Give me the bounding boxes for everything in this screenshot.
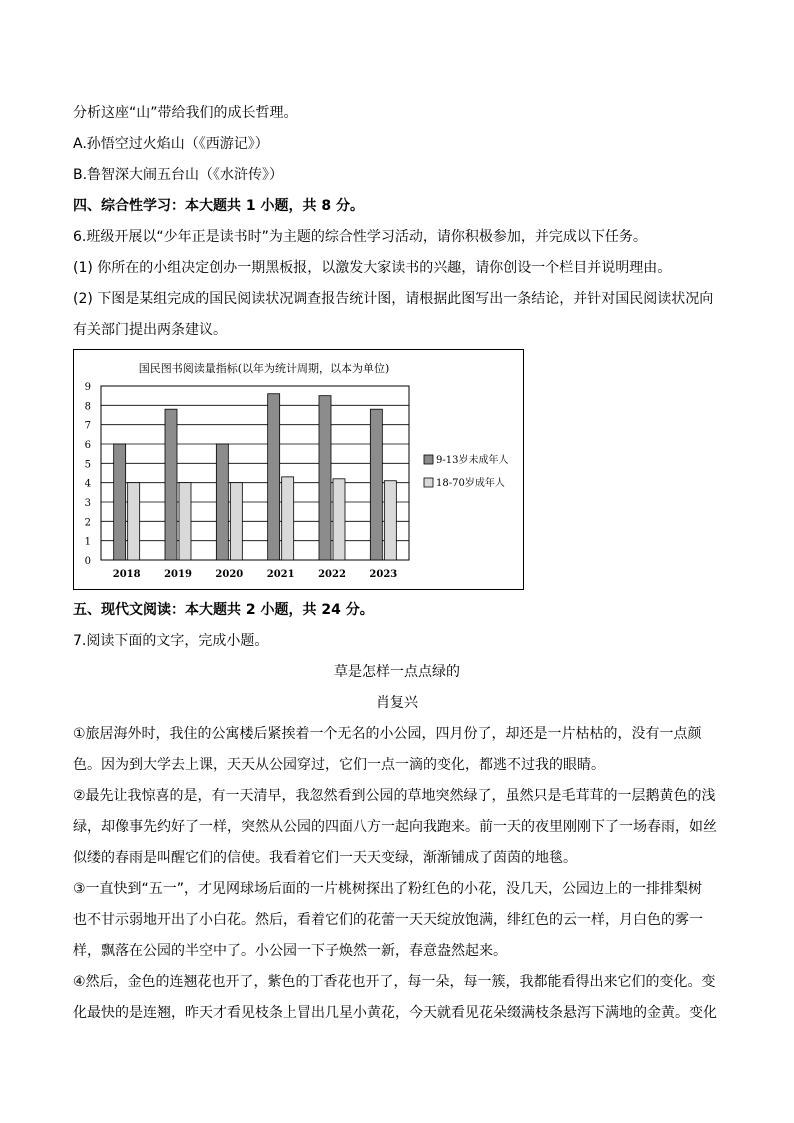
question-6-part-2: (2) 下图是某组完成的国民阅读状况调查报告统计图，请根据此图写出一条结论，并针对国民阅读状况向 bbox=[73, 291, 714, 307]
paragraph-1-line-2: 色。因为到大学去上课，天天从公园穿过，它们一点一滴的变化，都逃不过我的眼睛。 bbox=[73, 757, 605, 773]
paragraph-1-line-1: ①旅居海外时，我住的公寓楼后紧挨着一个无名的小公园，四月份了，却还是一片枯枯的，没有一点颜 bbox=[73, 726, 702, 742]
bar-minors bbox=[268, 394, 280, 560]
paragraph-2-line-1: ②最先让我惊喜的是，有一天清早，我忽然看到公园的草地突然绿了，虽然只是毛茸茸的一层鹅黄色的浅 bbox=[73, 788, 716, 804]
x-tick-label: 2021 bbox=[266, 569, 295, 580]
article-title: 草是怎样一点点绿的 bbox=[334, 664, 460, 680]
chart-svg bbox=[74, 350, 523, 589]
paragraph-3-line-3: 样，飘落在公园的半空中了。小公园一下子焕然一新，春意盎然起来。 bbox=[73, 943, 507, 959]
plot-frame bbox=[101, 386, 409, 560]
legend-swatch bbox=[424, 478, 433, 487]
section-heading-4: 四、综合性学习：本大题共 1 小题，共 8 分。 bbox=[73, 198, 364, 214]
question-6-part-1: (1) 你所在的小组决定创办一期黑板报，以激发大家读书的兴趣，请你创设一个栏目并说明理由。 bbox=[73, 260, 672, 276]
bar-minors bbox=[319, 396, 331, 560]
bar-minors bbox=[114, 444, 126, 560]
question-6: 6.班级开展以“少年正是读书时”为主题的综合性学习活动，请你积极参加，并完成以下任务。 bbox=[73, 229, 647, 245]
paragraph-3-line-1: ③一直快到“五一”，才见网球场后面的一片桃树探出了粉红色的小花，没几天，公园边上的一排排梨树 bbox=[73, 881, 703, 897]
y-tick-label: 1 bbox=[84, 536, 91, 548]
option-b: B.鲁智深大闹五台山（《水浒传》） bbox=[73, 167, 284, 183]
x-tick-label: 2020 bbox=[215, 569, 244, 580]
legend-swatch bbox=[424, 455, 433, 464]
bar-adults bbox=[384, 481, 396, 560]
y-tick-label: 4 bbox=[84, 478, 91, 490]
y-tick-label: 2 bbox=[84, 517, 91, 529]
bar-adults bbox=[230, 483, 242, 560]
text-line: 分析这座“山”带给我们的成长哲理。 bbox=[73, 105, 298, 121]
y-tick-label: 0 bbox=[84, 556, 91, 567]
x-tick-label: 2022 bbox=[318, 569, 346, 580]
paragraph-2-line-3: 似缕的春雨是叫醒它们的信使。我看着它们一天天变绿，渐渐铺成了茵茵的地毯。 bbox=[73, 850, 577, 866]
y-tick-label: 7 bbox=[84, 420, 91, 432]
bar-adults bbox=[282, 477, 294, 560]
paragraph-4-line-1: ④然后，金色的连翘花也开了，紫色的丁香花也开了，每一朵，每一簇，我都能看得出来它们的变化。变 bbox=[73, 974, 716, 990]
reading-chart bbox=[73, 349, 524, 590]
legend-label: 18-70岁成年人 bbox=[436, 478, 505, 489]
section-heading-5: 五、现代文阅读：本大题共 2 小题，共 24 分。 bbox=[73, 602, 374, 618]
y-tick-label: 8 bbox=[84, 401, 91, 413]
bar-minors bbox=[216, 444, 228, 560]
bar-minors bbox=[370, 409, 382, 560]
legend-label: 9-13岁未成年人 bbox=[436, 455, 509, 466]
bar-adults bbox=[333, 479, 345, 560]
y-tick-label: 6 bbox=[84, 440, 91, 451]
x-tick-label: 2018 bbox=[112, 569, 141, 580]
y-tick-label: 5 bbox=[84, 459, 91, 471]
y-tick-label: 3 bbox=[84, 498, 91, 509]
question-7: 7.阅读下面的文字，完成小题。 bbox=[73, 633, 269, 649]
paragraph-2-line-2: 绿，却像事先约好了一样，突然从公园的四面八方一起向我跑来。前一天的夜里刚刚下了一场春雨，如丝 bbox=[73, 819, 717, 835]
bar-minors bbox=[165, 409, 177, 560]
paragraph-3-line-2: 也不甘示弱地开出了小白花。然后，看着它们的花蕾一天天绽放饱满，绯红色的云一样，月白色的雾一 bbox=[73, 912, 703, 928]
x-tick-label: 2019 bbox=[164, 569, 192, 580]
chart-title: 国民图书阅读量指标(以年为统计周期，以本为单位) bbox=[138, 362, 390, 375]
y-tick-label: 9 bbox=[84, 382, 91, 393]
bar-adults bbox=[128, 483, 140, 560]
bar-adults bbox=[179, 483, 191, 560]
question-6-part-2-cont: 有关部门提出两条建议。 bbox=[73, 322, 227, 338]
option-a: A.孙悟空过火焰山（《西游记》） bbox=[73, 136, 269, 152]
paragraph-4-line-2: 化最快的是连翘，昨天才看见枝条上冒出几星小黄花，今天就看见花朵缀满枝条悬泻下满地的金黄。变化 bbox=[73, 1005, 717, 1021]
article-author: 肖复兴 bbox=[376, 695, 418, 711]
x-tick-label: 2023 bbox=[369, 569, 398, 580]
